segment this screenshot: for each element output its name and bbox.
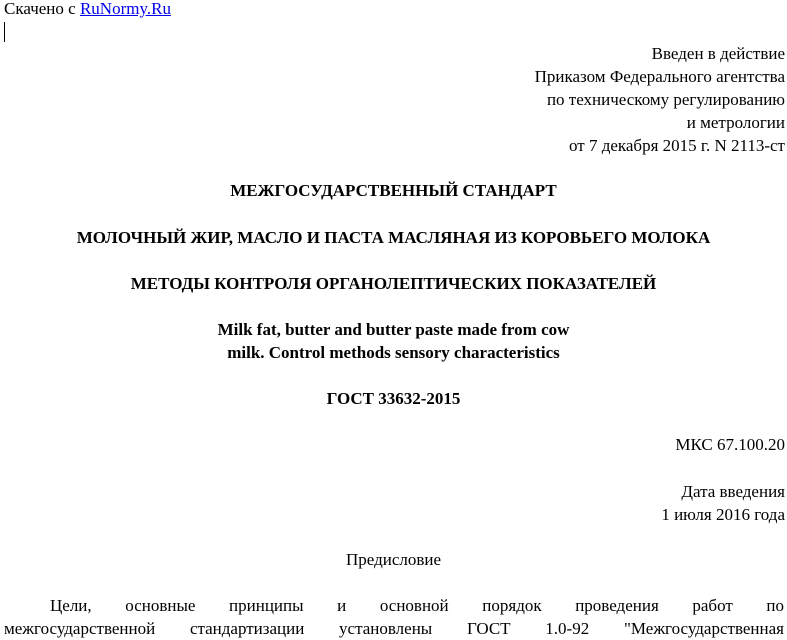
- standard-code: ГОСТ 33632-2015: [326, 389, 461, 408]
- intro-date-label: Дата введения: [681, 482, 785, 501]
- enactment-line: Введен в действие: [651, 44, 785, 63]
- english-title-line: Milk fat, butter and butter paste made from cow: [217, 320, 570, 339]
- mks-code: МКС 67.100.20: [675, 435, 785, 454]
- enactment-line: Приказом Федерального агентства: [534, 67, 785, 86]
- document-type: МЕЖГОСУДАРСТВЕННЫЙ СТАНДАРТ: [230, 181, 557, 200]
- source-link[interactable]: RuNormy.Ru: [79, 0, 171, 18]
- enactment-line: от 7 декабря 2015 г. N 2113-ст: [568, 136, 785, 155]
- document-subtitle: МЕТОДЫ КОНТРОЛЯ ОРГАНОЛЕПТИЧЕСКИХ ПОКАЗАТЕЛЕЙ: [130, 274, 657, 293]
- preface-line: межгосударственной стандартизации установлены ГОСТ 1.0-92 "Межгосударственная: [4, 619, 784, 638]
- intro-date-value: 1 июля 2016 года: [661, 505, 785, 524]
- enactment-line: по техническому регулированию: [546, 90, 785, 109]
- enactment-line: и метрологии: [686, 113, 785, 132]
- source-line: [4, 0, 171, 20]
- preface-line: Цели, основные принципы и основной порядок проведения работ по: [50, 596, 784, 615]
- preface-heading: Предисловие: [345, 550, 442, 569]
- text-cursor: [4, 22, 5, 42]
- english-title-line: milk. Control methods sensory characteristics: [227, 343, 560, 362]
- source-prefix: Скачено с: [4, 0, 80, 18]
- document-title: МОЛОЧНЫЙ ЖИР, МАСЛО И ПАСТА МАСЛЯНАЯ ИЗ КОРОВЬЕГО МОЛОКА: [76, 228, 711, 247]
